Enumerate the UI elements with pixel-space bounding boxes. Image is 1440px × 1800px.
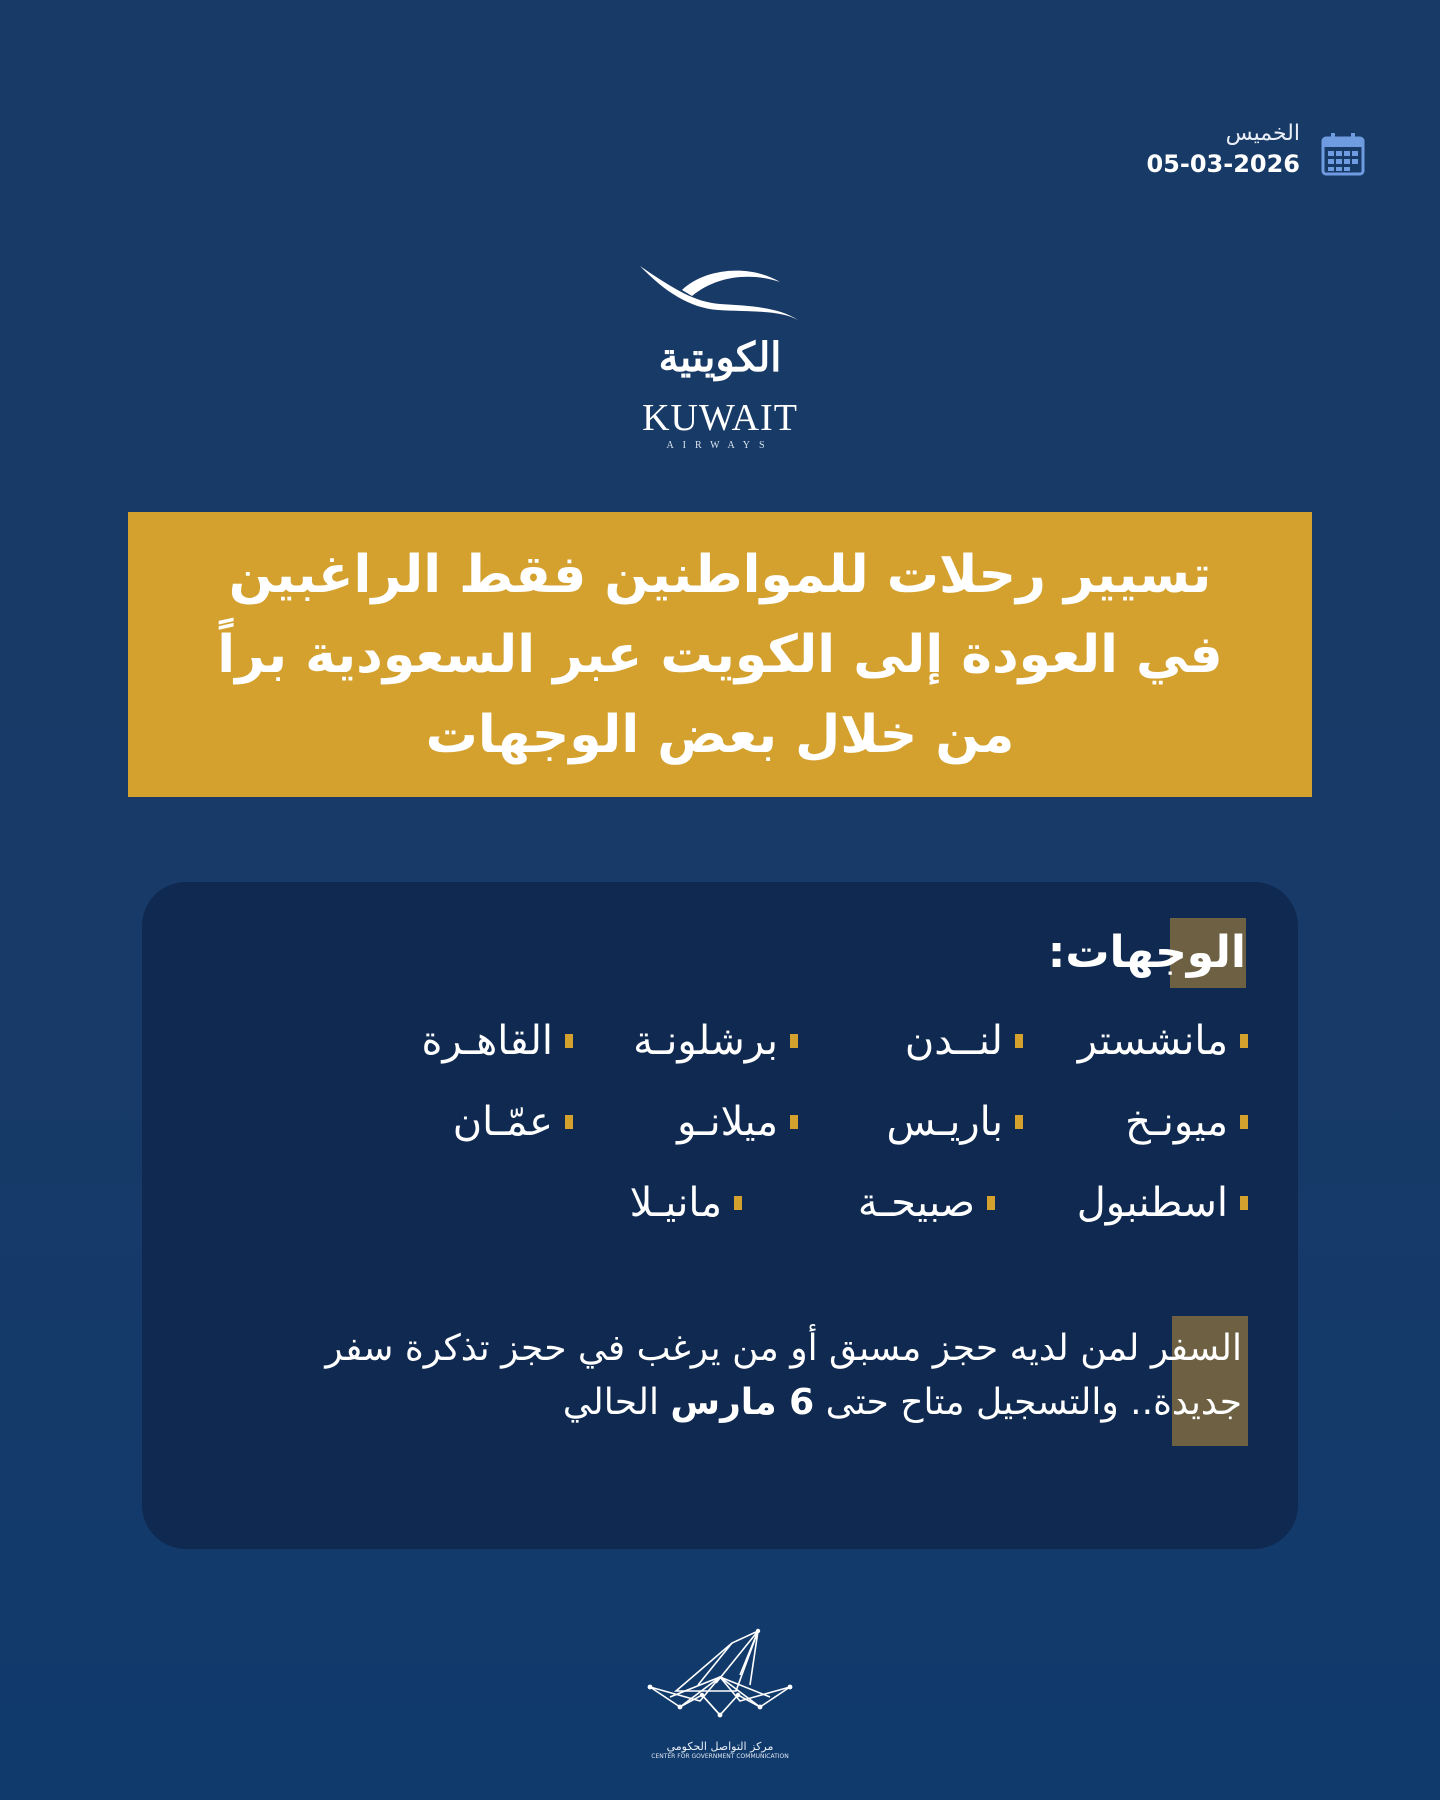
- destinations-card: [142, 882, 1298, 1549]
- bullet-icon: [1015, 1034, 1023, 1048]
- destination-item: [1023, 1098, 1248, 1146]
- date-text: [1146, 120, 1300, 180]
- destination-city: مانشستر: [1077, 1017, 1228, 1064]
- bullet-icon: [987, 1196, 995, 1210]
- destination-city: عمّـان: [452, 1098, 553, 1145]
- destination-item: [573, 1098, 798, 1146]
- destination-item: [1023, 1017, 1248, 1065]
- headline-line-2: في العودة إلى الكويت عبر السعودية براً: [217, 624, 1223, 685]
- headline-box: [128, 512, 1312, 797]
- bullet-icon: [565, 1115, 573, 1129]
- destinations-row: [348, 1081, 1248, 1162]
- destination-item: [742, 1179, 995, 1227]
- bullet-icon: [1015, 1115, 1023, 1129]
- destination-item: [798, 1017, 1023, 1065]
- destination-item: [995, 1179, 1248, 1227]
- headline-line-3: من خلال بعض الوجهات: [425, 704, 1015, 765]
- destination-item: [798, 1098, 1023, 1146]
- bullet-icon: [1240, 1196, 1248, 1210]
- bullet-icon: [1240, 1115, 1248, 1129]
- bullet-icon: [1240, 1034, 1248, 1048]
- destination-city: مانيـلا: [629, 1179, 722, 1226]
- note-line-1: السفر لمن لديه حجز مسبق أو من يرغب في حجز تذكرة سفر: [325, 1328, 1242, 1369]
- logo-sub: AIRWAYS: [666, 440, 774, 451]
- footer-arabic: مركز التواصل الحكومي: [666, 1740, 774, 1753]
- destinations-row: [348, 1162, 1248, 1243]
- calendar-icon: [1321, 132, 1365, 176]
- destination-city: باريـس: [886, 1098, 1003, 1145]
- note-text: [188, 1322, 1248, 1430]
- note-wrap: [188, 1322, 1248, 1430]
- bullet-icon: [734, 1196, 742, 1210]
- destination-item: [573, 1017, 798, 1065]
- note-line-2: جديدة.. والتسجيل متاح حتى: [825, 1382, 1242, 1423]
- destination-city: القاهـرة: [421, 1017, 553, 1064]
- date-value: 05-03-2026: [1146, 150, 1300, 178]
- destination-city: برشلونـة: [633, 1017, 778, 1064]
- date-day: الخميس: [1225, 121, 1300, 146]
- bullet-icon: [790, 1115, 798, 1129]
- date-block: [1060, 120, 1365, 190]
- destination-item: [489, 1179, 742, 1227]
- note-deadline: 6 مارس: [670, 1382, 815, 1423]
- kuwait-airways-logo: [620, 260, 820, 460]
- bullet-icon: [790, 1034, 798, 1048]
- destination-city: لنــدن: [904, 1017, 1003, 1064]
- headline-line-1: تسيير رحلات للمواطنين فقط الراغبين: [228, 544, 1212, 605]
- destinations-row: [348, 1000, 1248, 1081]
- footer-emblem-icon: [640, 1615, 800, 1735]
- destinations-title-wrap: [1048, 918, 1246, 982]
- government-communication-logo: [640, 1615, 800, 1760]
- destinations-title: الوجهات:: [1047, 927, 1246, 978]
- destination-city: صبيحـة: [857, 1179, 975, 1226]
- footer-english: CENTER FOR GOVERNMENT COMMUNICATION: [651, 1753, 789, 1760]
- note-line-3: الحالي: [562, 1382, 659, 1423]
- bird-icon: [620, 260, 820, 330]
- destination-item: [348, 1098, 573, 1146]
- logo-latin: KUWAIT: [642, 397, 798, 439]
- destinations-grid: [348, 1000, 1248, 1243]
- destination-city: ميلانـو: [677, 1098, 778, 1145]
- destination-item: [348, 1017, 573, 1065]
- logo-arabic: الكويتية: [658, 334, 782, 381]
- bullet-icon: [565, 1034, 573, 1048]
- destination-city: ميونـخ: [1125, 1098, 1228, 1145]
- destination-city: اسطنبول: [1076, 1179, 1228, 1226]
